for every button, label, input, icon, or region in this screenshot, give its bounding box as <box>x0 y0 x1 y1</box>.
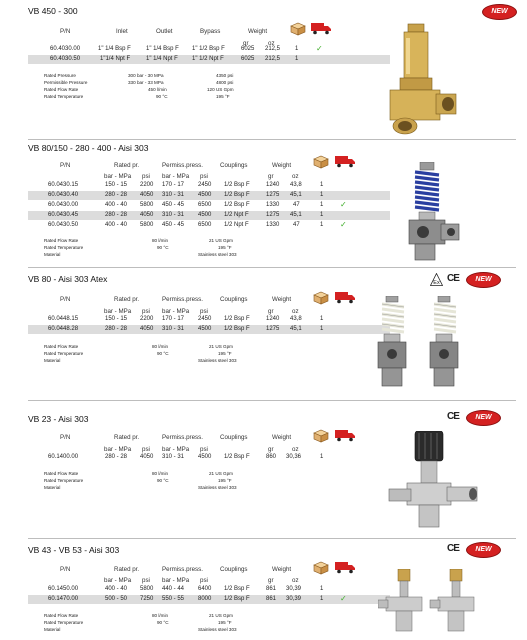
qty-cell: 1 <box>320 316 324 322</box>
table-row <box>28 453 390 462</box>
pn-cell: 60.1470.00 <box>48 596 79 602</box>
pn-cell: 60.0430.45 <box>48 212 79 218</box>
coupling-cell: 1/2 Npt F <box>224 212 249 218</box>
spec-label: Rated Flow Rate <box>44 471 79 476</box>
rated-psi-cell: 5800 <box>140 202 154 208</box>
spec-metric: 80 l/min <box>152 238 169 243</box>
perm-psi-cell: 8000 <box>198 596 212 602</box>
spec-imperial: Stainless steel 303 <box>198 252 237 257</box>
col-header-weight: Weight <box>248 28 268 35</box>
perm-bar-cell: 310 - 31 <box>162 212 185 218</box>
section-title: VB 450 - 300 <box>28 6 78 16</box>
col-header-couplings: Couplings <box>220 296 248 303</box>
compact-unloader-valves-image <box>378 569 478 639</box>
table-row <box>28 201 390 210</box>
spec-label: Rated Temperature <box>44 620 84 625</box>
unit-psi: psi <box>142 577 150 584</box>
unit-psi: psi <box>142 173 150 180</box>
spec-label: Material <box>44 252 61 257</box>
perm-bar-cell: 310 - 31 <box>162 326 185 332</box>
coupling-cell: 1/2 Bsp F <box>224 326 250 332</box>
col-header-outlet: Outlet <box>156 28 173 35</box>
spec-imperial: Stainless steel 303 <box>198 358 237 363</box>
qty-cell: 1 <box>320 586 324 592</box>
spec-metric: 90 °C <box>156 94 168 99</box>
pn-cell: 60.0430.15 <box>48 182 79 188</box>
perm-bar-cell: 310 - 31 <box>162 192 185 198</box>
weight-gr-cell: 6025 <box>241 46 255 52</box>
package-box-icon <box>312 154 330 169</box>
table-row <box>28 191 390 200</box>
spec-label: Permissible Pressure <box>44 80 88 85</box>
delivery-truck-icon <box>334 561 356 574</box>
col-header-couplings: Couplings <box>220 434 248 441</box>
pn-cell: 60.4030.00 <box>50 46 81 52</box>
pn-cell: 60.1400.00 <box>48 454 79 460</box>
rated-bar-cell: 280 - 28 <box>105 326 128 332</box>
unit-gr: gr <box>268 308 274 315</box>
col-header-inlet: Inlet <box>116 28 128 35</box>
rated-bar-cell: 280 - 28 <box>105 454 128 460</box>
table-row <box>28 181 390 190</box>
spec-imperial: 195 °F <box>218 620 232 625</box>
weight-oz-cell: 45,1 <box>290 326 302 332</box>
perm-psi-cell: 2450 <box>198 182 212 188</box>
unit-bar-mpa: bar - MPa <box>162 173 190 180</box>
spec-imperial: 4350 psi <box>216 73 234 78</box>
delivery-truck-icon <box>334 155 356 168</box>
section-vb450 <box>0 0 527 140</box>
table-row <box>28 325 390 334</box>
col-header-pn: P/N <box>60 566 71 573</box>
col-header-permissible-pressure: Permiss.press. <box>162 566 203 573</box>
col-header-rated-pressure: Rated pr. <box>114 434 140 441</box>
spec-metric: 90 °C <box>157 478 169 483</box>
in-stock-check-icon: ✓ <box>316 44 323 53</box>
unit-bar-mpa: bar - MPa <box>104 446 132 453</box>
coupling-cell: 1/2 Bsp F <box>224 192 250 198</box>
qty-cell: 1 <box>320 326 324 332</box>
in-stock-check-icon: ✓ <box>340 220 347 229</box>
perm-bar-cell: 440 - 44 <box>162 586 185 592</box>
weight-oz-cell: 45,1 <box>290 192 302 198</box>
weight-gr-cell: 1240 <box>266 182 280 188</box>
col-header-rated-pressure: Rated pr. <box>114 566 140 573</box>
perm-bar-cell: 310 - 31 <box>162 454 185 460</box>
col-header-pn: P/N <box>60 434 71 441</box>
weight-gr-cell: 861 <box>266 596 277 602</box>
spec-imperial: 21 US Gpm <box>209 471 233 476</box>
perm-psi-cell: 6400 <box>198 586 212 592</box>
perm-bar-cell: 170 - 17 <box>162 316 185 322</box>
col-header-weight: Weight <box>272 296 292 303</box>
spec-imperial: 195 °F <box>218 478 232 483</box>
weight-gr-cell: 1275 <box>266 326 280 332</box>
weight-gr-cell: 1240 <box>266 316 280 322</box>
rated-psi-cell: 5800 <box>140 586 154 592</box>
rated-bar-cell: 150 - 15 <box>105 316 128 322</box>
unit-bar-mpa: bar - MPa <box>104 173 132 180</box>
spec-label: Rated Flow Rate <box>44 344 79 349</box>
col-header-rated-pressure: Rated pr. <box>114 296 140 303</box>
rated-bar-cell: 280 - 28 <box>105 192 128 198</box>
ce-mark-icon: CE <box>447 543 459 554</box>
table-row <box>28 585 390 594</box>
col-header-bypass: Bypass <box>200 28 221 35</box>
qty-cell: 1 <box>320 192 324 198</box>
table-row <box>28 315 390 324</box>
qty-cell: 1 <box>320 222 324 228</box>
rated-bar-cell: 500 - 50 <box>105 596 128 602</box>
qty-cell: 1 <box>295 56 299 62</box>
unit-psi: psi <box>142 308 150 315</box>
unit-gr: gr <box>268 446 274 453</box>
spec-metric: 80 l/min <box>152 471 169 476</box>
rated-bar-cell: 400 - 40 <box>105 586 128 592</box>
atex-valves-image <box>374 296 474 396</box>
spec-metric: 90 °C <box>157 620 169 625</box>
new-badge: NEW <box>482 4 517 20</box>
weight-gr-cell: 861 <box>266 586 277 592</box>
new-badge: NEW <box>466 542 501 558</box>
weight-gr-cell: 1330 <box>266 202 280 208</box>
pn-cell: 60.0448.15 <box>48 316 79 322</box>
atex-ex-icon <box>430 273 443 286</box>
spec-metric: 90 °C <box>157 245 169 250</box>
new-badge: NEW <box>466 272 501 288</box>
ce-mark-icon: CE <box>447 273 459 284</box>
perm-psi-cell: 6500 <box>198 222 212 228</box>
delivery-truck-icon <box>310 22 332 35</box>
unit-bar-mpa: bar - MPa <box>162 308 190 315</box>
spec-imperial: Stainless steel 303 <box>198 627 237 632</box>
perm-psi-cell: 6500 <box>198 202 212 208</box>
rated-bar-cell: 400 - 40 <box>105 202 128 208</box>
section-title: VB 43 - VB 53 - Aisi 303 <box>28 545 120 555</box>
bypass-cell: 1" 1/2 Bsp F <box>192 46 225 52</box>
spec-label: Rated Temperature <box>44 478 84 483</box>
package-box-icon <box>312 290 330 305</box>
atex-ex-text: Ex <box>433 280 440 286</box>
perm-psi-cell: 4500 <box>198 454 212 460</box>
unit-psi: psi <box>200 577 208 584</box>
spec-metric: 90 °C <box>157 351 169 356</box>
qty-cell: 1 <box>320 596 324 602</box>
unit-psi: psi <box>200 308 208 315</box>
in-stock-check-icon: ✓ <box>340 594 347 603</box>
unit-bar-mpa: bar - MPa <box>104 577 132 584</box>
spec-imperial: 21 US Gpm <box>209 344 233 349</box>
perm-psi-cell: 4500 <box>198 192 212 198</box>
spec-label: Rated Pressure <box>44 73 76 78</box>
weight-oz-cell: 212,5 <box>265 56 281 62</box>
knob-unloader-valve-image <box>385 431 485 535</box>
coupling-cell: 1/2 Bsp F <box>224 316 250 322</box>
coupling-cell: 1/2 Bsp F <box>224 454 250 460</box>
spec-label: Material <box>44 627 61 632</box>
unit-psi: psi <box>142 446 150 453</box>
rated-bar-cell: 280 - 28 <box>105 212 128 218</box>
section-vb43-vb53 <box>0 539 527 640</box>
rated-psi-cell: 5800 <box>140 222 154 228</box>
spec-label: Rated Temperature <box>44 351 84 356</box>
section-title: VB 23 - Aisi 303 <box>28 414 89 424</box>
col-header-weight: Weight <box>272 566 292 573</box>
weight-oz-cell: 43,8 <box>290 316 302 322</box>
perm-psi-cell: 4500 <box>198 212 212 218</box>
rated-bar-cell: 150 - 15 <box>105 182 128 188</box>
weight-oz-cell: 47 <box>293 202 300 208</box>
section-vb80-150 <box>0 140 527 268</box>
spec-imperial: 21 US Gpm <box>209 613 233 618</box>
col-header-couplings: Couplings <box>220 162 248 169</box>
col-header-permissible-pressure: Permiss.press. <box>162 296 203 303</box>
pn-cell: 60.1450.00 <box>48 586 79 592</box>
coupling-cell: 1/2 Bsp F <box>224 596 250 602</box>
rated-psi-cell: 4050 <box>140 326 154 332</box>
unit-oz: oz <box>292 446 299 453</box>
col-header-weight: Weight <box>272 434 292 441</box>
unit-bar-mpa: bar - MPa <box>162 446 190 453</box>
col-header-pn: P/N <box>60 296 71 303</box>
qty-cell: 1 <box>320 202 324 208</box>
rated-psi-cell: 2200 <box>140 182 154 188</box>
package-box-icon <box>312 428 330 443</box>
weight-gr-cell: 6025 <box>241 56 255 62</box>
pn-cell: 60.0430.40 <box>48 192 79 198</box>
pn-cell: 60.0430.00 <box>48 202 79 208</box>
table-row <box>28 595 390 604</box>
weight-oz-cell: 43,8 <box>290 182 302 188</box>
inlet-cell: 1"1/4 Npt F <box>100 56 131 62</box>
perm-psi-cell: 2450 <box>198 316 212 322</box>
spec-metric: 80 l/min <box>152 613 169 618</box>
section-title: VB 80 - Aisi 303 Atex <box>28 274 108 284</box>
section-title: VB 80/150 - 280 - 400 - Aisi 303 <box>28 143 149 153</box>
weight-oz-cell: 212,5 <box>265 46 281 52</box>
rated-psi-cell: 7250 <box>140 596 154 602</box>
delivery-truck-icon <box>334 429 356 442</box>
spec-label: Rated Temperature <box>44 245 84 250</box>
in-stock-check-icon: ✓ <box>340 200 347 209</box>
unit-oz: oz <box>292 173 299 180</box>
new-badge: NEW <box>466 410 501 426</box>
unit-oz: oz <box>292 308 299 315</box>
table-row <box>28 45 390 54</box>
pn-cell: 60.4030.50 <box>50 56 81 62</box>
outlet-cell: 1" 1/4 Bsp F <box>146 46 179 52</box>
package-box-icon <box>289 21 307 36</box>
col-header-permissible-pressure: Permiss.press. <box>162 162 203 169</box>
spec-label: Rated Temperature <box>44 94 84 99</box>
rated-bar-cell: 400 - 40 <box>105 222 128 228</box>
coupling-cell: 1/2 Bsp F <box>224 182 250 188</box>
pn-cell: 60.0448.28 <box>48 326 79 332</box>
perm-bar-cell: 170 - 17 <box>162 182 185 188</box>
rated-psi-cell: 2200 <box>140 316 154 322</box>
section-vb23 <box>0 401 527 536</box>
table-row <box>28 211 390 220</box>
spec-label: Rated Flow Rate <box>44 238 79 243</box>
qty-cell: 1 <box>295 46 299 52</box>
ce-mark-icon: CE <box>447 411 459 422</box>
section-vb80-atex <box>0 268 527 400</box>
table-row <box>28 221 390 230</box>
spec-metric: 300 bar - 30 MPa <box>128 73 164 78</box>
spec-label: Rated Flow Rate <box>44 87 79 92</box>
weight-oz-cell: 47 <box>293 222 300 228</box>
col-header-pn: P/N <box>60 162 71 169</box>
rated-psi-cell: 4050 <box>140 454 154 460</box>
spec-metric: 330 bar - 33 MPa <box>128 80 164 85</box>
unit-gr: gr <box>268 173 274 180</box>
qty-cell: 1 <box>320 454 324 460</box>
spec-imperial: 120 US Gpm <box>207 87 234 92</box>
unit-oz: oz <box>268 40 275 47</box>
unit-bar-mpa: bar - MPa <box>162 577 190 584</box>
spec-imperial: Stainless steel 303 <box>198 485 237 490</box>
delivery-truck-icon <box>334 291 356 304</box>
rated-psi-cell: 4050 <box>140 212 154 218</box>
weight-gr-cell: 1330 <box>266 222 280 228</box>
spec-metric: 80 l/min <box>152 344 169 349</box>
weight-oz-cell: 30,39 <box>286 596 302 602</box>
weight-gr-cell: 1275 <box>266 212 280 218</box>
spec-imperial: 195 °F <box>216 94 230 99</box>
perm-bar-cell: 450 - 45 <box>162 222 185 228</box>
coupling-cell: 1/2 Bsp F <box>224 202 250 208</box>
coupling-cell: 1/2 Npt F <box>224 222 249 228</box>
unit-psi: psi <box>200 173 208 180</box>
weight-gr-cell: 860 <box>266 454 277 460</box>
pn-cell: 60.0430.50 <box>48 222 79 228</box>
col-header-couplings: Couplings <box>220 566 248 573</box>
col-header-pn: P/N <box>60 28 71 35</box>
unit-psi: psi <box>200 446 208 453</box>
col-header-weight: Weight <box>272 162 292 169</box>
spec-imperial: 4800 psi <box>216 80 234 85</box>
outlet-cell: 1" 1/4 Npt F <box>146 56 178 62</box>
col-header-permissible-pressure: Permiss.press. <box>162 434 203 441</box>
spec-label: Material <box>44 485 61 490</box>
unit-gr: gr <box>268 577 274 584</box>
weight-oz-cell: 45,1 <box>290 212 302 218</box>
perm-psi-cell: 4500 <box>198 326 212 332</box>
unit-oz: oz <box>292 577 299 584</box>
unit-gr: gr <box>243 40 249 47</box>
perm-bar-cell: 550 - 55 <box>162 596 185 602</box>
coupling-cell: 1/2 Bsp F <box>224 586 250 592</box>
unit-bar-mpa: bar - MPa <box>104 308 132 315</box>
spec-imperial: 21 US Gpm <box>209 238 233 243</box>
spec-metric: 450 l/min <box>148 87 167 92</box>
bypass-cell: 1" 1/2 Npt F <box>192 56 224 62</box>
weight-oz-cell: 30,36 <box>286 454 302 460</box>
spec-imperial: 195 °F <box>218 351 232 356</box>
weight-oz-cell: 30,39 <box>286 586 302 592</box>
package-box-icon <box>312 560 330 575</box>
weight-gr-cell: 1275 <box>266 192 280 198</box>
spec-label: Rated Flow Rate <box>44 613 79 618</box>
spring-unloader-valve-image <box>393 162 463 264</box>
spec-label: Material <box>44 358 61 363</box>
brass-unloader-valve-image <box>380 22 460 137</box>
table-row <box>28 55 390 64</box>
qty-cell: 1 <box>320 212 324 218</box>
rated-psi-cell: 4050 <box>140 192 154 198</box>
qty-cell: 1 <box>320 182 324 188</box>
inlet-cell: 1" 1/4 Bsp F <box>98 46 131 52</box>
col-header-rated-pressure: Rated pr. <box>114 162 140 169</box>
spec-imperial: 195 °F <box>218 245 232 250</box>
perm-bar-cell: 450 - 45 <box>162 202 185 208</box>
